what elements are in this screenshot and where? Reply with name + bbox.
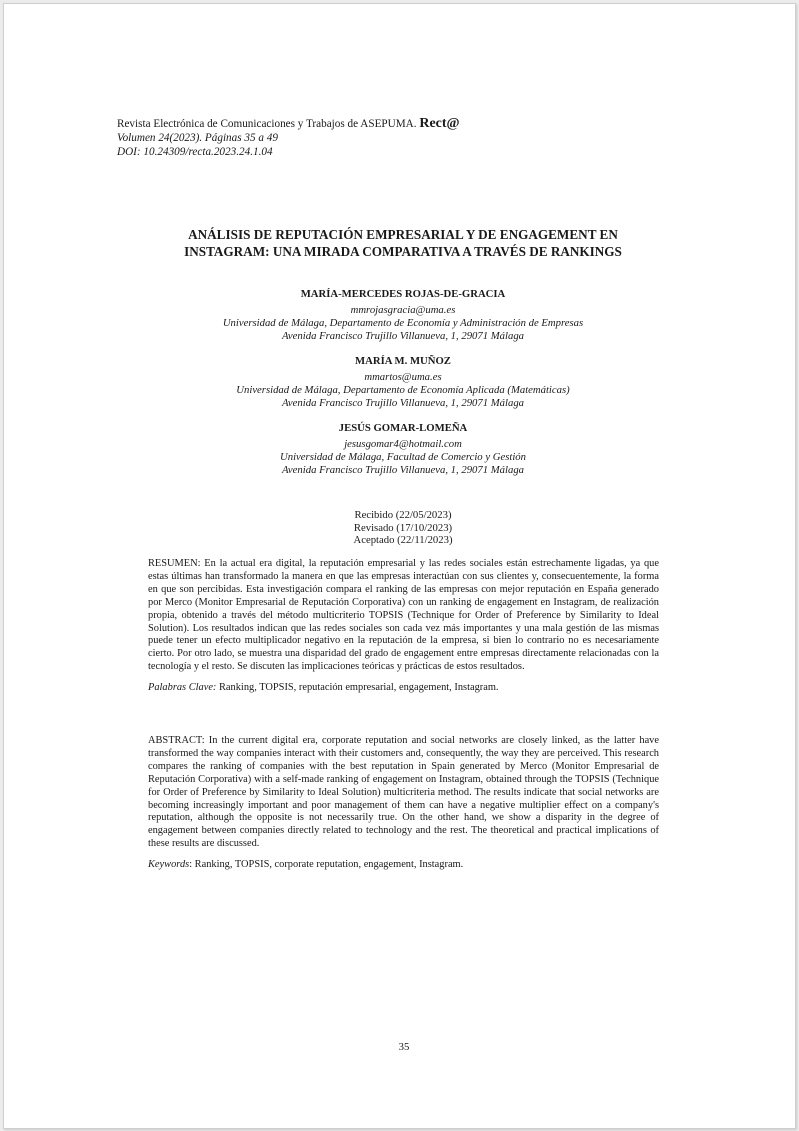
abstract-keywords: [148, 859, 659, 872]
paper-title-line-2: INSTAGRAM: UNA MIRADA COMPARATIVA A TRAVÉS DE RANKINGS: [184, 244, 622, 259]
document-page: [3, 3, 796, 1129]
abstract-section: [148, 735, 659, 872]
author-list: [124, 288, 682, 489]
journal-doi: DOI: 10.24309/recta.2023.24.1.04: [117, 146, 273, 158]
abstract-keywords-list: : Ranking, TOPSIS, corporate reputation, engagement, Instagram.: [189, 859, 464, 871]
resumen-text: RESUMEN: En la actual era digital, la reputación empresarial y las redes sociales están estrechamente ligadas, ya que estas últimas han transformado la manera en que las empresas interactúan con sus clientes y, consecuentemente, la forma en que son percibidas. Esta investigación compara el ranking de las empresas con mejor reputación en España generado por Merco (Monitor Empresarial de Reputación Corporativa) con un ranking de engagement en Instagram, de realización propia, obtenido a través del método multicriterio TOPSIS (Technique for Order of Preference by Similarity to Ideal Solution). Los resultados indican que las redes sociales son cada vez más importantes y una mala gestión de las mismas puede tener un efecto multiplicador negativo en la reputación de la empresa, si bien lo contrario no es necesariamente cierto. Por otro lado, se muestra una disparidad del grado de engagement entre empresas directamente relacionadas con la tecnología y el resto. Se discuten las implicaciones teóricas y prácticas de estos resultados.: [148, 558, 659, 673]
author-email: mmartos@uma.es: [364, 371, 442, 383]
abstract-keywords-label: Keywords: [148, 859, 190, 871]
journal-volume: Volumen 24(2023). Páginas 35 a 49: [117, 132, 278, 144]
resumen-keywords-list: Ranking, TOPSIS, reputación empresarial, engagement, Instagram.: [216, 682, 499, 694]
author-address: Avenida Francisco Trujillo Villanueva, 1, 29071 Málaga: [281, 397, 525, 409]
author-name: MARÍA M. MUÑOZ: [355, 355, 451, 367]
date-revised: Revisado (17/10/2023): [353, 521, 453, 534]
author-email: mmrojasgracia@uma.es: [350, 304, 456, 316]
abstract-text: ABSTRACT: In the current digital era, corporate reputation and social networks are closely linked, as the latter have transformed the way companies interact with their customers and, consequently, the way they are perceived. This research compares the ranking of companies with the best reputation in Spain generated by Merco (Monitor Empresarial de Reputación Corporativa) with a self-made ranking of engagement on Instagram, obtained through the TOPSIS (Technique for Order of Preference by Similarity to Ideal Solution) multicriteria method. The results indicate that social networks are becoming increasingly important and poor management of them can have a negative multiplier effect on a company's reputation, although the opposite is not necessarily true. On the other hand, we show a disparity in the degree of engagement between companies directly related to technology and the rest. The theoretical and practical implications of these results are discussed.: [148, 735, 659, 850]
author-affiliation: Universidad de Málaga, Facultad de Comercio y Gestión: [280, 451, 526, 463]
author-affiliation: Universidad de Málaga, Departamento de Economía y Administración de Empresas: [222, 317, 584, 329]
journal-name: Revista Electrónica de Comunicaciones y Trabajos de ASEPUMA.: [117, 118, 417, 130]
author-name: JESÚS GOMAR-LOMEÑA: [338, 422, 468, 434]
paper-title: [124, 226, 682, 260]
author-name: MARÍA-MERCEDES ROJAS-DE-GRACIA: [300, 288, 506, 300]
date-accepted: Aceptado (22/11/2023): [353, 534, 453, 547]
paper-title-line-1: ANÁLISIS DE REPUTACIÓN EMPRESARIAL Y DE ENGAGEMENT EN: [188, 227, 618, 242]
author-block: [124, 288, 682, 343]
resumen-section: [148, 558, 659, 695]
resumen-keywords-label: Palabras Clave:: [148, 682, 217, 694]
journal-header: [117, 117, 460, 159]
resumen-keywords: [148, 682, 659, 695]
journal-name-line: [117, 117, 460, 131]
author-affiliation: Universidad de Málaga, Departamento de Economía Aplicada (Matemáticas): [236, 384, 570, 396]
author-address: Avenida Francisco Trujillo Villanueva, 1, 29071 Málaga: [281, 464, 525, 476]
submission-dates: [124, 509, 682, 547]
date-received: Recibido (22/05/2023): [354, 509, 452, 521]
author-address: Avenida Francisco Trujillo Villanueva, 1, 29071 Málaga: [281, 330, 525, 342]
author-email: jesusgomar4@hotmail.com: [344, 438, 462, 450]
author-block: [124, 422, 682, 477]
page-number: 35: [398, 1041, 410, 1053]
author-block: [124, 355, 682, 410]
journal-brand: Rect@: [419, 116, 460, 131]
